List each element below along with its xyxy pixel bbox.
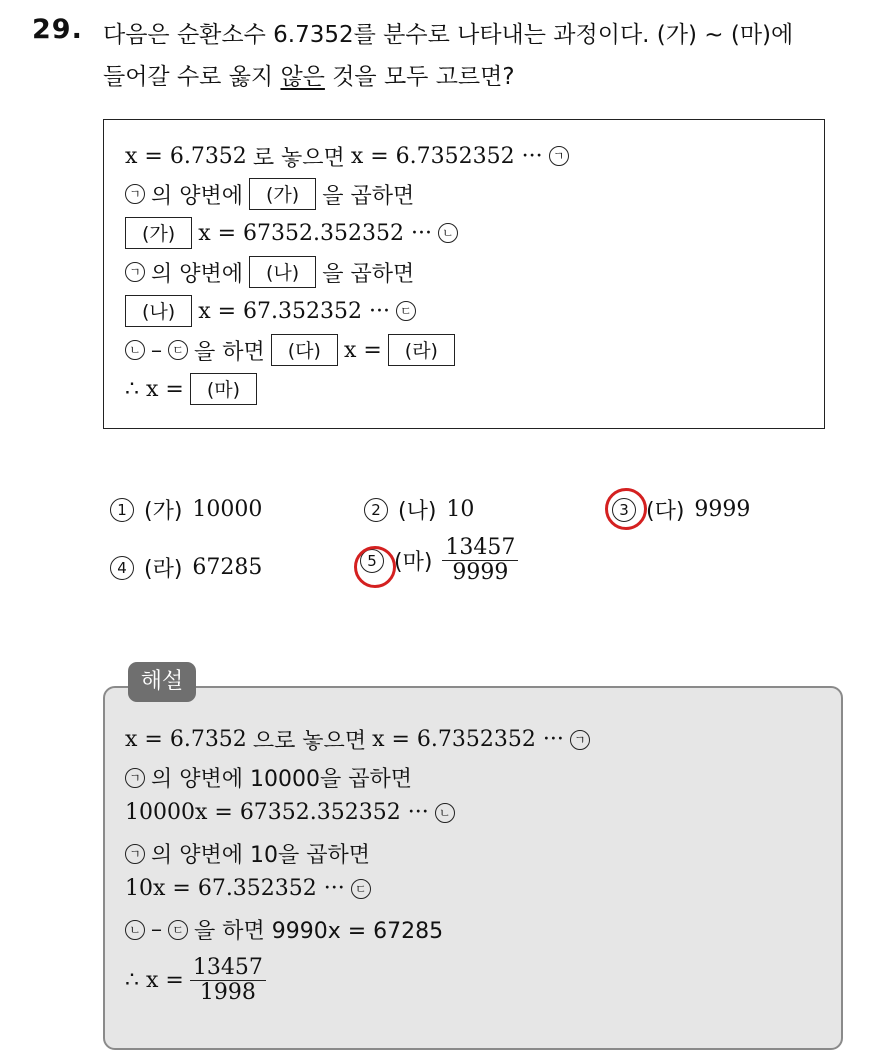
blank-ra: (라) [388, 334, 455, 366]
process-line-5-eq: x = 67.352352 ··· [198, 298, 390, 324]
choice-label: (가) [144, 499, 183, 524]
blank-ga: (가) [125, 217, 192, 249]
mark-1-icon: ㄱ [125, 844, 145, 864]
process-line-7 [125, 371, 257, 407]
process-line-1-b: 로 놓으면 [252, 145, 345, 171]
process-line-6-x: x = [343, 337, 382, 363]
process-line-6-b: 을 하면 [194, 339, 265, 365]
mark-3-icon: ㄷ [168, 920, 188, 940]
process-line-4-pre: 의 양변에 [151, 261, 244, 287]
choice-label: (나) [398, 499, 437, 524]
solution-line-7-therefore: ∴ x = [125, 968, 184, 994]
solution-line-5-eq: 10x = 67.352352 ··· [125, 876, 345, 901]
fraction-denominator: 1998 [199, 980, 256, 1006]
mark-3-icon: ㄷ [351, 879, 371, 899]
solution-line-1-c: x = 6.7352352 ··· [372, 727, 564, 752]
choice-value: 67285 [192, 555, 263, 580]
solution-line-1 [125, 724, 590, 755]
choice-2[interactable] [364, 494, 474, 525]
choice-number: 5 [360, 549, 384, 573]
mark-2-icon: ㄴ [435, 803, 455, 823]
solution-line-2-text: 의 양변에 10000을 곱하면 [151, 767, 412, 792]
process-line-1 [125, 138, 569, 174]
mark-1-icon: ㄱ [570, 730, 590, 750]
process-line-1-c: x = 6.7352352 ··· [350, 143, 543, 169]
solution-line-3 [125, 800, 455, 825]
blank-na: (나) [249, 256, 316, 288]
mark-1-icon: ㄱ [549, 146, 569, 166]
choice-4[interactable] [110, 552, 262, 583]
process-line-6 [125, 332, 455, 368]
solution-line-2 [125, 762, 412, 793]
mark-1-icon: ㄱ [125, 184, 145, 204]
choice-label: (라) [144, 557, 183, 582]
minus-sign: – [151, 917, 162, 942]
process-line-5 [125, 293, 416, 329]
process-line-7-therefore: ∴ x = [125, 376, 184, 402]
choice-label: (다) [646, 499, 685, 524]
solution-line-3-eq: 10000x = 67352.352352 ··· [125, 800, 429, 825]
question-line-2 [103, 58, 515, 91]
solution-line-1-a: x = 6.7352 [125, 727, 247, 752]
question-number: 29. [32, 14, 83, 45]
red-answer-circle-5 [354, 546, 396, 588]
question-underlined-word: 않은 [280, 64, 325, 90]
question-line-2-pre: 들어갈 수로 옳지 [103, 64, 281, 90]
blank-na: (나) [125, 295, 192, 327]
choice-number: 2 [364, 498, 388, 522]
solution-fraction [190, 956, 266, 1005]
choice-value: 10 [446, 497, 475, 522]
solution-tag: 해설 [128, 662, 196, 702]
process-line-4-post: 을 곱하면 [322, 261, 415, 287]
choice-value: 10000 [192, 497, 263, 522]
mark-2-icon: ㄴ [125, 920, 145, 940]
process-line-4 [125, 254, 414, 290]
choice-label: (마) [394, 550, 433, 576]
process-line-2 [125, 176, 414, 212]
process-line-3 [125, 215, 458, 251]
solution-line-6 [125, 914, 443, 945]
solution-line-7 [125, 956, 266, 1005]
minus-sign: – [151, 337, 162, 363]
question-line-2-post: 것을 모두 고르면? [324, 64, 515, 90]
question-line-1: 다음은 순환소수 6.7352를 분수로 나타내는 과정이다. (가) ~ (마)에 [103, 22, 794, 48]
mark-3-icon: ㄷ [396, 301, 416, 321]
solution-line-4-text: 의 양변에 10을 곱하면 [151, 843, 370, 868]
choice-5-fraction [442, 536, 518, 585]
fraction-numerator: 13457 [442, 536, 518, 561]
choice-number: 4 [110, 556, 134, 580]
mark-1-icon: ㄱ [125, 768, 145, 788]
process-line-2-pre: 의 양변에 [151, 183, 244, 209]
fraction-numerator: 13457 [190, 956, 266, 981]
fraction-denominator: 9999 [452, 560, 509, 586]
mark-3-icon: ㄷ [168, 340, 188, 360]
blank-ga: (가) [249, 178, 316, 210]
solution-line-1-b: 으로 놓으면 [252, 729, 367, 754]
choice-1[interactable] [110, 494, 262, 525]
choice-number: 3 [612, 498, 636, 522]
mark-2-icon: ㄴ [438, 223, 458, 243]
choice-value: 9999 [694, 497, 751, 522]
solution-line-6-text: 을 하면 9990x = 67285 [194, 919, 444, 944]
process-line-3-eq: x = 67352.352352 ··· [198, 220, 432, 246]
mark-2-icon: ㄴ [125, 340, 145, 360]
choice-number: 1 [110, 498, 134, 522]
blank-ma: (마) [190, 373, 257, 405]
process-line-2-post: 을 곱하면 [322, 183, 415, 209]
blank-da: (다) [271, 334, 338, 366]
red-answer-circle-3 [605, 488, 647, 530]
mark-1-icon: ㄱ [125, 262, 145, 282]
solution-line-5 [125, 876, 371, 901]
process-line-1-a: x = 6.7352 [125, 143, 247, 169]
solution-line-4 [125, 838, 370, 869]
